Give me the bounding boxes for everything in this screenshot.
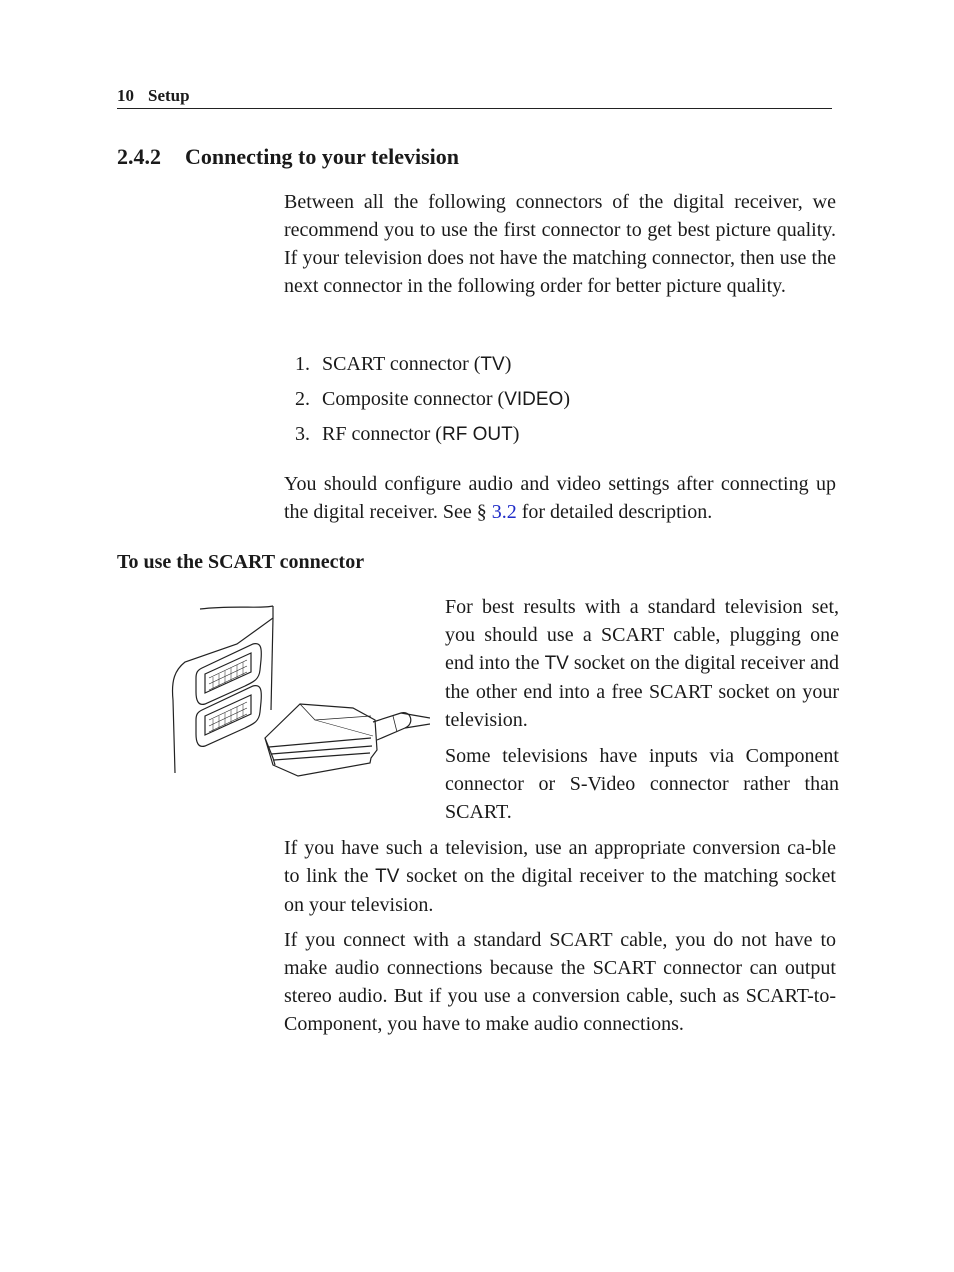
section-title: Connecting to your television xyxy=(185,144,459,169)
scart-paragraph-1: For best results with a standard television set, you should use a SCART cable, plugging one end into the TV socket on the digital receiver and the other end into a free SCART socket on your television. xyxy=(445,596,839,731)
list-item: 3. RF connector (RF OUT) xyxy=(295,423,520,445)
scart-subheading: To use the SCART connector xyxy=(117,551,365,573)
page-number: 10 xyxy=(117,86,134,105)
scart-text-column xyxy=(445,593,839,826)
intro-paragraph: Between all the following connectors of the digital receiver, we recommend you to use the first connector to get best picture quality. If your television does not have the matching connector, then use the next connector in the following order for better picture quality. xyxy=(284,191,836,297)
config-note: You should configure audio and video settings after connecting up the digital receiver. See § 3.2 for detailed description. xyxy=(284,473,836,523)
audio-paragraph: If you connect with a standard SCART cable, you do not have to make audio connections because the SCART connector can output stereo audio. But if you use a conversion cable, such as SCART-to-Component, you have to make audio connections. xyxy=(284,929,836,1035)
list-item: 2. Composite connector (VIDEO) xyxy=(295,388,570,410)
connector-list xyxy=(284,350,836,455)
section-link[interactable]: 3.2 xyxy=(491,501,517,523)
section-heading xyxy=(117,144,459,170)
scart-paragraph-2: Some televisions have inputs via Component connector or S-Video connector rather than SCART. xyxy=(445,745,839,823)
config-note-block xyxy=(284,470,836,526)
chapter-name: Setup xyxy=(148,86,190,105)
list-item: 1. SCART connector (TV) xyxy=(295,353,512,375)
intro-block xyxy=(284,188,836,300)
conversion-block xyxy=(284,834,836,1038)
running-header xyxy=(117,86,832,109)
section-number: 2.4.2 xyxy=(117,144,161,169)
conversion-paragraph: If you have such a television, use an appropriate conversion ca-ble to link the TV socket on the digital receiver to the matching socket on your television. xyxy=(284,837,836,916)
scart-connector-illustration xyxy=(165,600,430,782)
